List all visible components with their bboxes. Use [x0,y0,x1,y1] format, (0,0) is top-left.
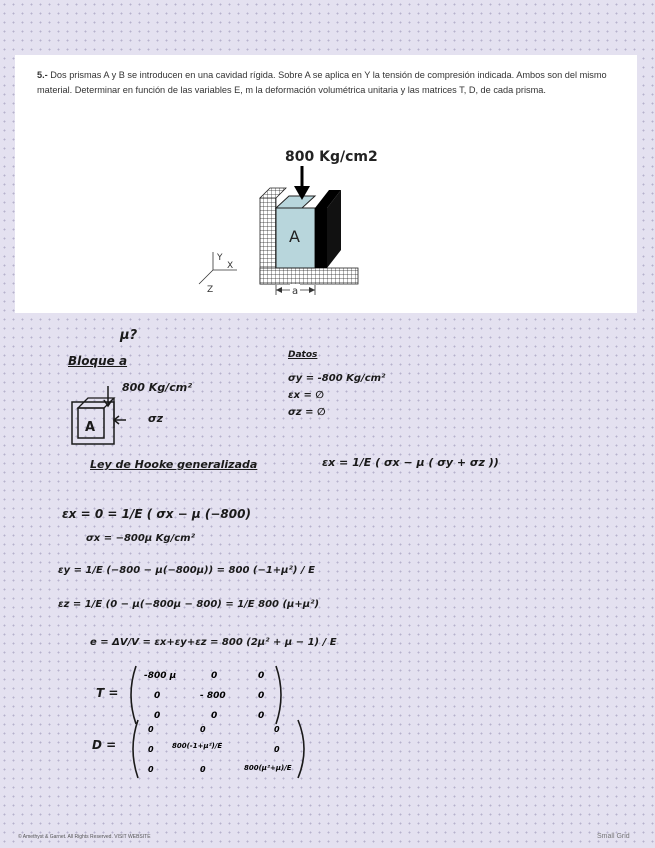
d-bracket-left [133,720,138,778]
sketch-load: 800 Kg/cm² [122,381,193,394]
d-cell: 0 [274,725,280,734]
equation-3: εy = 1/E (−800 − μ(−800μ)) = 800 (−1+μ²) / E [58,565,315,576]
t-cell: 0 [154,711,161,721]
d-bracket-right [298,720,304,778]
prism-figure [175,150,415,310]
equation-2: σx = −800μ Kg/cm² [86,533,195,544]
t-cell: -800 μ [144,671,177,681]
t-cell: 0 [211,711,218,721]
prism-b-front [315,208,327,268]
d-cell: 0 [148,725,154,734]
t-cell: 0 [211,671,218,681]
load-label: 800 Kg/cm2 [285,150,378,165]
problem-statement [37,68,617,98]
sketch-sigma: σz [148,412,163,425]
t-matrix [126,664,306,726]
t-cell: 0 [258,671,265,681]
t-bracket-left [131,666,136,724]
d-matrix [128,718,318,780]
hooke-title: Ley de Hooke generalizada [90,458,258,471]
t-cell: 0 [258,691,265,701]
d-cell: 0 [148,765,154,774]
prism-a-label: A [289,227,300,246]
sketch-block-label: A [85,420,96,435]
d-cell: 0 [148,745,154,754]
d-cell: 0 [274,745,280,754]
cavity-wall-top [260,188,286,198]
equation-5: e = ΔV/V = εx+εy+εz = 800 (2μ² + μ − 1) / E [90,637,337,648]
block-sketch [68,386,128,446]
hooke-equation: εx = 1/E ( σx − μ ( σy + σz )) [322,456,499,469]
cavity-floor [260,268,358,284]
datos-line-2: εx = ∅ [288,390,324,401]
bloque-title: Bloque a [68,354,128,368]
d-matrix-label: D = [92,738,117,752]
datos-line-1: σy = -800 Kg/cm² [288,373,386,384]
axis-z-line [199,270,213,284]
footer-template-name: Small Grid [597,833,630,840]
axis-z-label: Z [207,285,214,295]
t-cell: - 800 [200,691,226,701]
axis-y-label: Y [217,253,223,263]
d-cell: 0 [200,725,206,734]
dim-label: a [292,286,299,297]
axis-x-label: X [227,261,234,271]
datos-line-3: σz = ∅ [288,407,326,418]
t-cell: 0 [154,691,161,701]
t-cell: 0 [258,711,265,721]
problem-text: Dos prismas A y B se introducen en una cavidad rígida. Sobre A se aplica en Y la tensión de compresión indicada. Ambos son del mismo material. Determinar en función de las variables E, m la deformación volumétrica unitaria y las matrices T, D, de cada prisma. [37,70,607,95]
dim-arrow-right [309,287,315,293]
d-cell: 800(-1+μ²)/E [172,742,223,750]
problem-number: 5.- [37,70,48,80]
d-cell: 800(μ²+μ)/E [244,764,292,772]
equation-1: εx = 0 = 1/E ( σx − μ (−800) [62,507,251,521]
t-matrix-label: T = [96,686,119,700]
mu-question: μ? [120,328,138,343]
dim-arrow-left [276,287,282,293]
prism-a-top [276,196,315,208]
datos-title: Datos [288,350,318,360]
equation-4: εz = 1/E (0 − μ(−800μ − 800) = 1/E 800 (μ+μ²) [58,599,320,610]
footer-copyright: © Amethyst & Garnet. All Rights Reserved. VISIT WEBSITE [18,834,151,840]
t-bracket-right [276,666,281,724]
d-cell: 0 [200,765,206,774]
problem-card [15,55,637,313]
